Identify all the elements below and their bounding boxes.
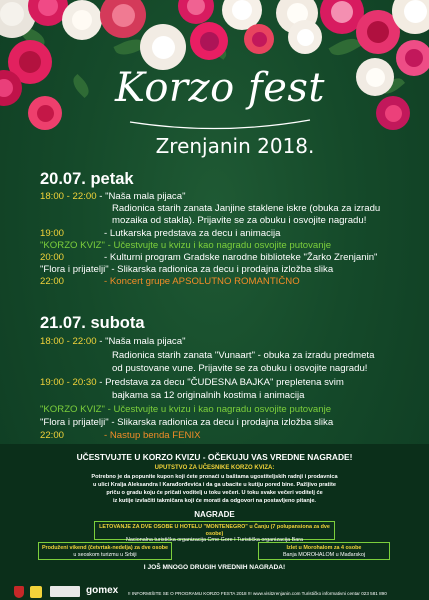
flower <box>100 0 146 38</box>
prize-trip-title: Izlet u Morohalom za 4 osobe <box>286 545 362 551</box>
quiz-instructions-heading: UPUTSTVO ZA UČESNIKE KORZO KVIZA: <box>154 465 275 471</box>
prize-main-title: LETOVANJE ZA DVE OSOBE U HOTELU "MONTENEGRO" u Čanju (7 polupansiona za dve osobe) <box>99 524 330 537</box>
quiz-instructions-line: Potrebno je da popunite kupon koji ćete pronaći u baštama ugostiteljskih radnji i prodavnica <box>91 474 338 480</box>
day2-event: 19:00 - 20:30 - Predstava za decu "ČUDESNA BAJKA" prepletena svim <box>40 377 344 388</box>
more-prizes: I JOŠ MNOGO DRUGIH VREDNIH NAGRADA! <box>143 564 286 571</box>
day2-heading: 21.07. subota <box>40 314 145 332</box>
day2-event: 18:00 - 22:00 - "Naša mala pijaca" <box>40 336 186 347</box>
day1-event: 18:00 - 22:00 - "Naša mala pijaca" <box>40 191 186 202</box>
prize-box-main <box>94 521 335 544</box>
day2-event: od pustovane vune. Prijavite se za obuku i osvojite nagradu! <box>112 363 368 374</box>
footer-info: !! INFORMIŠITE SE O PROGRAMU KORZO FESTA 2018 !!! www.visitzrenjanin.com Turističko informativni centar 023 581 890 <box>128 591 387 596</box>
flower <box>244 24 274 54</box>
day2-event: Radionica starih zanata "Vunaart" - obuka za izradu predmeta <box>112 350 375 361</box>
quiz-headline: UČESTVUJTE U KORZO KVIZU - OČEKUJU VAS VREDNE NAGRADE! <box>76 452 353 462</box>
flower <box>140 24 186 70</box>
leaf <box>69 74 93 98</box>
flower <box>396 40 429 76</box>
flower <box>288 20 322 54</box>
day1-event: "Flora i prijatelji" - Slikarska radionica za decu i prodajna izložba slika <box>40 264 334 275</box>
flower <box>178 0 214 24</box>
day1-heading: 20.07. petak <box>40 170 134 188</box>
day2-event: bajkama sa 12 originalnih kostima i animacija <box>112 390 305 401</box>
day1-event: Radionica starih zanata Janjine staklene iskre (obuka za izradu <box>112 203 381 214</box>
day2-event: 22:00 - Nastup benda FENIX <box>40 430 201 441</box>
prize-box-trip <box>258 542 390 560</box>
quiz-instructions-line: u ulici Kralja Aleksandra I Karađorđevića i da ga ubacite u kutiju pored bine. Pažljivo pratite <box>93 482 336 488</box>
day1-event: "KORZO KVIZ" - Učestvujte u kvizu i kao nagradu osvojite putovanje <box>40 240 332 251</box>
city-crest-icon <box>14 586 24 598</box>
flower <box>356 58 394 96</box>
day1-event: 19:00 - Lutkarska predstava za decu i animacija <box>40 228 281 239</box>
quiz-instructions-line: priču o gradu koju će pričati voditelj u toku večeri. U toku svake večeri voditelj će <box>106 490 323 496</box>
day1-event: mozaika od stakla). Prijavite se za obuku i osvojite nagradu! <box>112 215 367 226</box>
partner-logo <box>50 586 80 597</box>
gomex-logo: gomex <box>86 585 119 596</box>
flower <box>376 96 410 130</box>
festival-subtitle: Zrenjanin 2018. <box>155 134 315 158</box>
flower <box>190 22 228 60</box>
day1-event: 20:00 - Kulturni program Gradske narodne biblioteke "Žarko Zrenjanin" <box>40 252 378 263</box>
prize-weekend-detail: u seoskom turizmu u Srbiji <box>73 551 137 558</box>
quiz-panel <box>0 444 429 600</box>
prizes-heading: NAGRADE <box>194 510 235 519</box>
prize-trip-detail: Banja MOROHALOM u Mađarskoj <box>282 551 366 558</box>
prize-main-sponsor: Nacionalna turistička organizacija Crne Gore I Turistička organizacija Bara <box>125 537 304 544</box>
festival-title: Korzo fest <box>115 65 325 111</box>
flower <box>28 96 62 130</box>
day2-event: "Flora i prijatelji" - Slikarska radionica za decu i prodajna izložba slika <box>40 417 334 428</box>
prize-box-weekend <box>38 542 172 560</box>
day1-event: 22:00 - Koncert grupe APSOLUTNO ROMANTIČNO <box>40 276 300 287</box>
prize-weekend-title: Produženi vikend (četvrtak-nedelja) za dve osobe <box>41 545 169 551</box>
day2-event: "KORZO KVIZ" - Učestvujte u kvizu i kao nagradu osvojite putovanje <box>40 404 332 415</box>
flower <box>62 0 102 40</box>
tourist-org-icon <box>30 586 42 598</box>
quiz-instructions-line: iz kutije izvlačiti takmičara koji će morati da odgovori na postavljeno pitanje. <box>113 498 316 504</box>
